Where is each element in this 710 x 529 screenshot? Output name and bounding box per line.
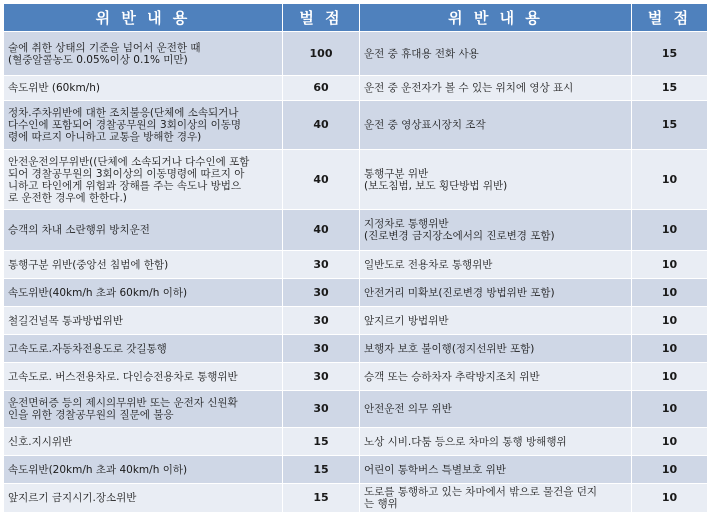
violation-text-left: 운전면허증 등의 제시의무위반 또는 운전자 신원확 인을 위한 경찰공무원의 질문에 불응 — [4, 391, 283, 428]
points-left: 60 — [283, 76, 360, 101]
violation-text-right: 노상 시비.다툼 등으로 차마의 통행 방해행위 — [360, 428, 632, 456]
violation-text-left: 통행구분 위반(중앙선 침범에 한함) — [4, 251, 283, 279]
points-right: 10 — [632, 456, 708, 484]
violation-text-left: 고속도로.자동차전용도로 갓길통행 — [4, 335, 283, 363]
violation-text-left: 신호.지시위반 — [4, 428, 283, 456]
violation-text-right: 어린이 통학버스 특별보호 위반 — [360, 456, 632, 484]
header-points-left: 벌 점 — [283, 4, 360, 32]
table-row — [4, 76, 708, 101]
points-left: 15 — [283, 484, 360, 513]
points-right: 15 — [632, 32, 708, 76]
table-row — [4, 335, 708, 363]
table-row — [4, 428, 708, 456]
points-left: 40 — [283, 210, 360, 251]
violation-text-right: 통행구분 위반 (보도침범, 보도 횡단방법 위반) — [360, 150, 632, 210]
violation-text-right: 운전 중 영상표시장치 조작 — [360, 101, 632, 150]
points-left: 30 — [283, 307, 360, 335]
violation-text-right: 운전 중 운전자가 볼 수 있는 위치에 영상 표시 — [360, 76, 632, 101]
header-violation-left: 위 반 내 용 — [4, 4, 283, 32]
violation-text-right: 승객 또는 승하차자 추락방지조치 위반 — [360, 363, 632, 391]
table-header-row — [4, 4, 708, 32]
table-row — [4, 391, 708, 428]
table-row — [4, 363, 708, 391]
points-right: 10 — [632, 428, 708, 456]
violation-text-right: 앞지르기 방법위반 — [360, 307, 632, 335]
points-left: 30 — [283, 391, 360, 428]
points-right: 10 — [632, 150, 708, 210]
violation-text-left: 철길건널목 통과방법위반 — [4, 307, 283, 335]
points-left: 30 — [283, 363, 360, 391]
points-left: 100 — [283, 32, 360, 76]
table-row — [4, 251, 708, 279]
points-left: 15 — [283, 428, 360, 456]
table-row — [4, 307, 708, 335]
points-right: 10 — [632, 391, 708, 428]
points-right: 10 — [632, 307, 708, 335]
violation-text-left: 속도위반 (60km/h) — [4, 76, 283, 101]
points-left: 30 — [283, 335, 360, 363]
header-points-right: 벌 점 — [632, 4, 708, 32]
violation-text-left: 안전운전의무위반((단체에 소속되거나 다수인에 포함 되어 경찰공무원의 3회이상의 이동명령에 따르지 아 니하고 타인에게 위험과 장해를 주는 속도나 방법으 로 운전한 경우에 한한다.) — [4, 150, 283, 210]
table-row — [4, 32, 708, 76]
table-body — [4, 32, 708, 513]
violation-text-right: 운전 중 휴대용 전화 사용 — [360, 32, 632, 76]
points-left: 30 — [283, 279, 360, 307]
penalty-points-table — [3, 3, 708, 513]
violation-text-left: 속도위반(40km/h 초과 60km/h 이하) — [4, 279, 283, 307]
table-row — [4, 210, 708, 251]
points-right: 10 — [632, 363, 708, 391]
violation-text-left: 속도위반(20km/h 초과 40km/h 이하) — [4, 456, 283, 484]
table-row — [4, 150, 708, 210]
violation-text-right: 안전운전 의무 위반 — [360, 391, 632, 428]
violation-text-left: 정차.주차위반에 대한 조치불응(단체에 소속되거나 다수인에 포함되어 경찰공무원의 3회이상의 이동명 령에 따르지 아니하고 교통을 방해한 경우) — [4, 101, 283, 150]
violation-text-right: 안전거리 미확보(진로변경 방법위반 포함) — [360, 279, 632, 307]
violation-text-left: 고속도로. 버스전용차로. 다인승전용차로 통행위반 — [4, 363, 283, 391]
points-right: 10 — [632, 210, 708, 251]
points-left: 15 — [283, 456, 360, 484]
table-row — [4, 279, 708, 307]
violation-text-right: 도로를 통행하고 있는 차마에서 밖으로 물건을 던지 는 행위 — [360, 484, 632, 513]
violation-text-left: 승객의 차내 소란행위 방치운전 — [4, 210, 283, 251]
violation-text-right: 지정차로 통행위반 (진로변경 금지장소에서의 진로변경 포함) — [360, 210, 632, 251]
points-right: 10 — [632, 251, 708, 279]
header-violation-right: 위 반 내 용 — [360, 4, 632, 32]
points-left: 40 — [283, 150, 360, 210]
table-row — [4, 484, 708, 513]
violation-text-right: 일반도로 전용차로 통행위반 — [360, 251, 632, 279]
table-row — [4, 101, 708, 150]
points-right: 15 — [632, 76, 708, 101]
violation-text-left: 앞지르기 금지시기.장소위반 — [4, 484, 283, 513]
violation-text-left: 술에 취한 상태의 기준을 넘어서 운전한 때 (혈중알콜농도 0.05%이상 0.1% 미만) — [4, 32, 283, 76]
violation-text-right: 보행자 보호 불이행(정지선위반 포함) — [360, 335, 632, 363]
points-left: 40 — [283, 101, 360, 150]
points-left: 30 — [283, 251, 360, 279]
table-row — [4, 456, 708, 484]
points-right: 15 — [632, 101, 708, 150]
points-right: 10 — [632, 484, 708, 513]
points-right: 10 — [632, 279, 708, 307]
points-right: 10 — [632, 335, 708, 363]
